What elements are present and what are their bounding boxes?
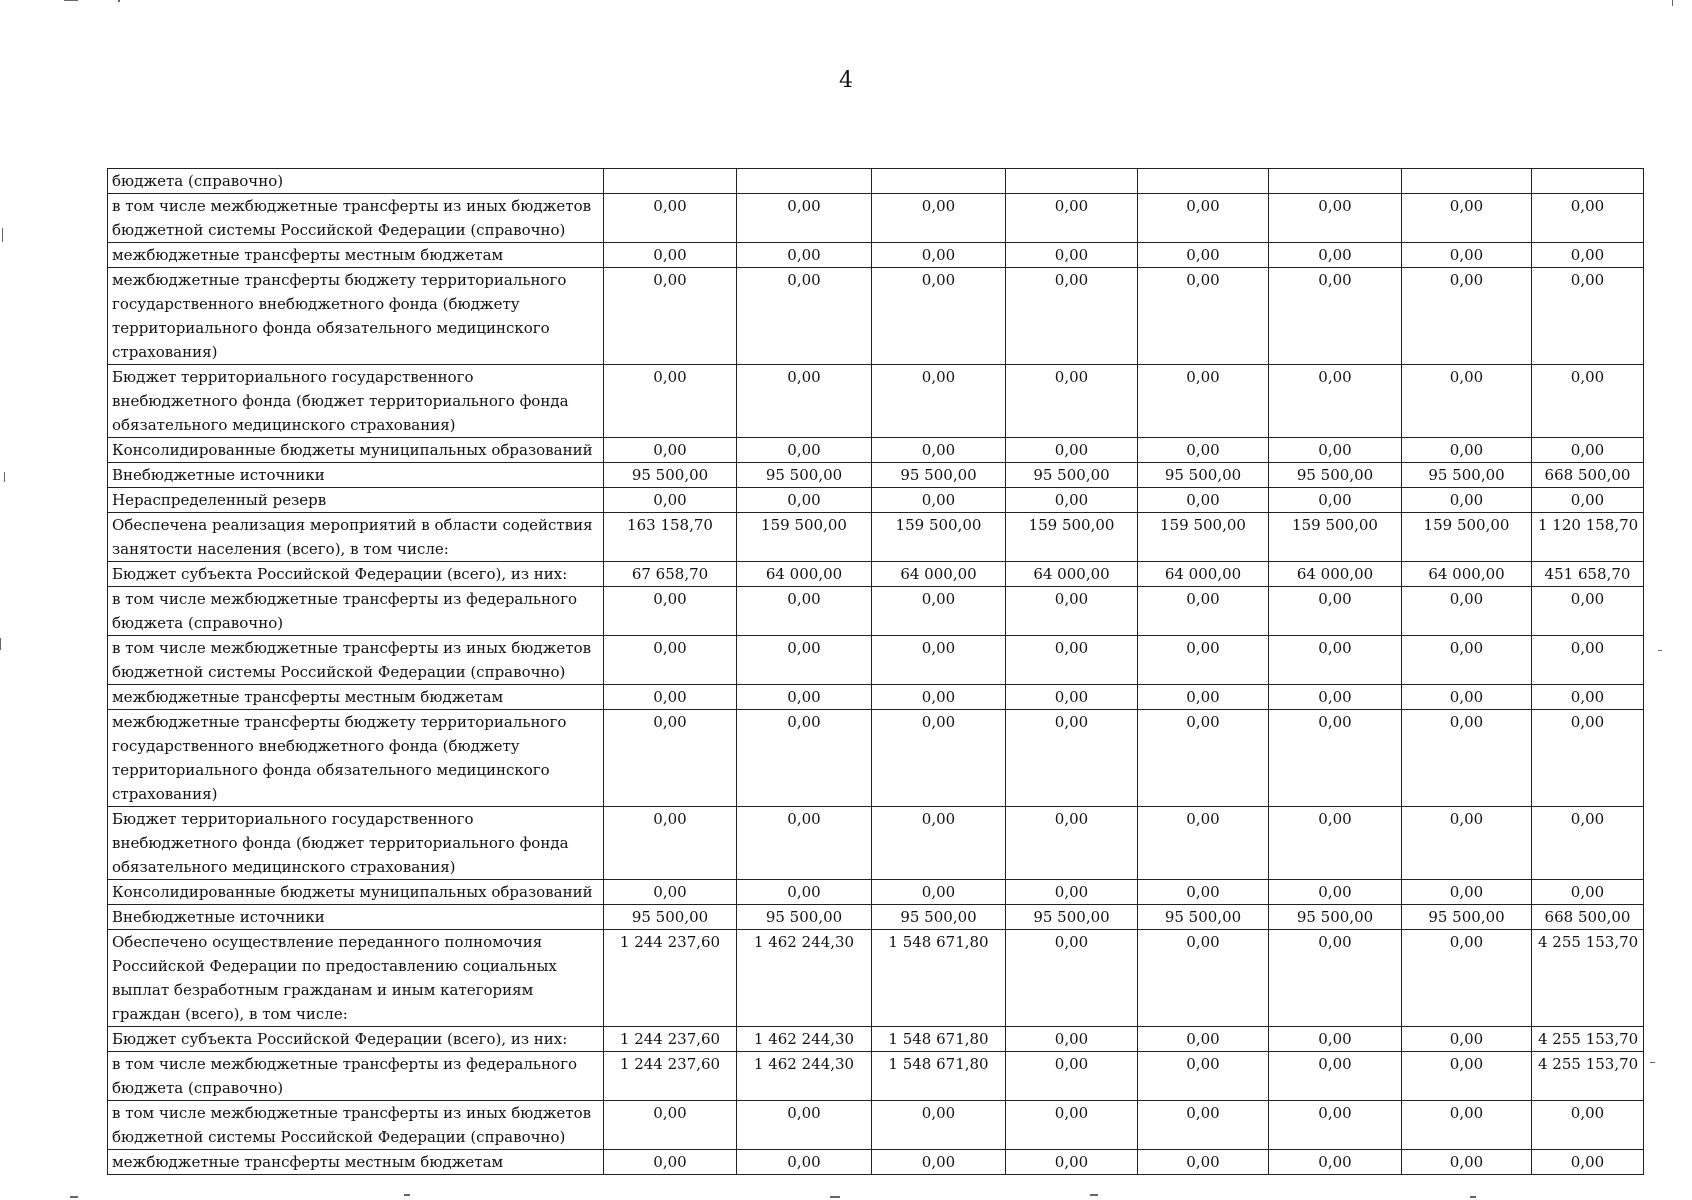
value-cell: 0,00: [1138, 587, 1269, 636]
value-cell: 0,00: [1269, 930, 1402, 1027]
value-cell: 0,00: [872, 807, 1006, 880]
value-cell: 0,00: [1138, 930, 1269, 1027]
row-total-cell: 0,00: [1532, 1150, 1644, 1175]
table-row: [108, 1052, 1644, 1101]
value-cell: 0,00: [1269, 1027, 1402, 1052]
value-cell: 0,00: [737, 710, 872, 807]
value-cell: 95 500,00: [737, 463, 872, 488]
scan-mark: [1650, 1062, 1655, 1063]
value-cell: 64 000,00: [737, 562, 872, 587]
value-cell: 1 462 244,30: [737, 1052, 872, 1101]
budget-table: [107, 168, 1644, 1175]
value-cell: 0,00: [1006, 587, 1138, 636]
value-cell: 64 000,00: [1402, 562, 1532, 587]
row-total-cell: 0,00: [1532, 488, 1644, 513]
value-cell: 0,00: [872, 1101, 1006, 1150]
table-row: [108, 194, 1644, 243]
value-cell: 0,00: [604, 710, 737, 807]
value-cell: 1 244 237,60: [604, 930, 737, 1027]
value-cell: 95 500,00: [1269, 463, 1402, 488]
table-row: [108, 438, 1644, 463]
value-cell: 0,00: [604, 488, 737, 513]
value-cell: 95 500,00: [737, 905, 872, 930]
value-cell: 64 000,00: [1269, 562, 1402, 587]
row-label: межбюджетные трансферты местным бюджетам: [108, 1150, 604, 1175]
value-cell: 0,00: [872, 438, 1006, 463]
value-cell: 0,00: [737, 587, 872, 636]
value-cell: 0,00: [1269, 243, 1402, 268]
row-total-cell: 668 500,00: [1532, 463, 1644, 488]
value-cell: 0,00: [1402, 365, 1532, 438]
row-total-cell: 0,00: [1532, 685, 1644, 710]
value-cell: 0,00: [1402, 880, 1532, 905]
value-cell: 1 244 237,60: [604, 1027, 737, 1052]
value-cell: 0,00: [1006, 243, 1138, 268]
row-label: в том числе межбюджетные трансферты из федерального бюджета (справочно): [108, 1052, 604, 1101]
row-total-cell: 0,00: [1532, 636, 1644, 685]
value-cell: 0,00: [1402, 268, 1532, 365]
value-cell: 0,00: [1269, 268, 1402, 365]
value-cell: 0,00: [1269, 685, 1402, 710]
value-cell: 0,00: [872, 710, 1006, 807]
scan-mark: [4, 472, 5, 482]
value-cell: 0,00: [1006, 807, 1138, 880]
value-cell: 0,00: [1402, 1027, 1532, 1052]
value-cell: 0,00: [1402, 194, 1532, 243]
table-row: [108, 268, 1644, 365]
value-cell: 0,00: [604, 1101, 737, 1150]
row-total-cell: 0,00: [1532, 243, 1644, 268]
row-label: Нераспределенный резерв: [108, 488, 604, 513]
value-cell: 0,00: [1269, 488, 1402, 513]
value-cell: 0,00: [1006, 438, 1138, 463]
value-cell: 0,00: [737, 1101, 872, 1150]
value-cell: 0,00: [1402, 1101, 1532, 1150]
value-cell: 0,00: [872, 636, 1006, 685]
row-total-cell: 4 255 153,70: [1532, 1052, 1644, 1101]
table-row: [108, 243, 1644, 268]
value-cell: 0,00: [1138, 685, 1269, 710]
row-label: межбюджетные трансферты местным бюджетам: [108, 243, 604, 268]
table-body: [108, 169, 1644, 1175]
row-total-cell: 0,00: [1532, 880, 1644, 905]
value-cell: 0,00: [1402, 636, 1532, 685]
row-total-cell: 0,00: [1532, 438, 1644, 463]
table-row: [108, 807, 1644, 880]
value-cell: 0,00: [872, 194, 1006, 243]
value-cell: 0,00: [1006, 1027, 1138, 1052]
table-row: [108, 365, 1644, 438]
value-cell: 0,00: [1402, 1150, 1532, 1175]
scan-mark: [0, 638, 1, 650]
row-total-cell: 0,00: [1532, 587, 1644, 636]
row-label: межбюджетные трансферты бюджету территориального государственного внебюджетного фонда (бюджету территориального фонда обязательного медицинского страхования): [108, 268, 604, 365]
value-cell: 0,00: [872, 488, 1006, 513]
row-total-cell: 0,00: [1532, 268, 1644, 365]
value-cell: [737, 169, 872, 194]
value-cell: 0,00: [1006, 268, 1138, 365]
row-label: Консолидированные бюджеты муниципальных образований: [108, 880, 604, 905]
value-cell: 0,00: [737, 194, 872, 243]
value-cell: 0,00: [1006, 194, 1138, 243]
row-label: в том числе межбюджетные трансферты из иных бюджетов бюджетной системы Российской Федерации (справочно): [108, 1101, 604, 1150]
value-cell: 0,00: [737, 685, 872, 710]
row-total-cell: 0,00: [1532, 710, 1644, 807]
value-cell: 1 462 244,30: [737, 930, 872, 1027]
value-cell: 0,00: [1269, 880, 1402, 905]
table-row: [108, 1027, 1644, 1052]
row-total-cell: 0,00: [1532, 194, 1644, 243]
value-cell: 95 500,00: [604, 905, 737, 930]
value-cell: 159 500,00: [872, 513, 1006, 562]
row-label: бюджета (справочно): [108, 169, 604, 194]
value-cell: 0,00: [737, 807, 872, 880]
value-cell: 1 548 671,80: [872, 1027, 1006, 1052]
value-cell: 0,00: [1138, 268, 1269, 365]
table-row: [108, 562, 1644, 587]
value-cell: 0,00: [1138, 880, 1269, 905]
value-cell: 0,00: [604, 685, 737, 710]
value-cell: 0,00: [604, 1150, 737, 1175]
value-cell: 163 158,70: [604, 513, 737, 562]
value-cell: 0,00: [1402, 930, 1532, 1027]
value-cell: 0,00: [1402, 488, 1532, 513]
value-cell: 0,00: [1269, 1150, 1402, 1175]
value-cell: 0,00: [737, 636, 872, 685]
value-cell: 64 000,00: [1138, 562, 1269, 587]
row-total-cell: 668 500,00: [1532, 905, 1644, 930]
value-cell: 0,00: [1006, 1150, 1138, 1175]
value-cell: 0,00: [1006, 880, 1138, 905]
value-cell: 0,00: [604, 807, 737, 880]
value-cell: 0,00: [872, 268, 1006, 365]
value-cell: 0,00: [737, 243, 872, 268]
value-cell: 0,00: [1138, 710, 1269, 807]
value-cell: 0,00: [1269, 1052, 1402, 1101]
value-cell: 0,00: [1138, 636, 1269, 685]
table-row: [108, 636, 1644, 685]
value-cell: 95 500,00: [604, 463, 737, 488]
value-cell: 0,00: [1138, 1052, 1269, 1101]
row-label: Внебюджетные источники: [108, 463, 604, 488]
value-cell: 0,00: [872, 587, 1006, 636]
row-label: Бюджет территориального государственного внебюджетного фонда (бюджет территориального фонда обязательного медицинского страхования): [108, 807, 604, 880]
value-cell: 0,00: [1402, 243, 1532, 268]
table-row: [108, 880, 1644, 905]
row-label: Обеспечена реализация мероприятий в области содействия занятости населения (всего), в том числе:: [108, 513, 604, 562]
value-cell: 95 500,00: [1402, 463, 1532, 488]
value-cell: 1 462 244,30: [737, 1027, 872, 1052]
value-cell: 0,00: [1138, 807, 1269, 880]
value-cell: 0,00: [1402, 438, 1532, 463]
value-cell: 159 500,00: [737, 513, 872, 562]
value-cell: 0,00: [1138, 194, 1269, 243]
scan-mark: [1470, 1196, 1476, 1198]
value-cell: 95 500,00: [1006, 905, 1138, 930]
value-cell: 95 500,00: [1402, 905, 1532, 930]
value-cell: 0,00: [1006, 488, 1138, 513]
scan-mark: [64, 0, 78, 1]
row-label: Бюджет субъекта Российской Федерации (всего), из них:: [108, 1027, 604, 1052]
value-cell: 0,00: [1269, 365, 1402, 438]
value-cell: 0,00: [1006, 365, 1138, 438]
value-cell: 0,00: [1402, 587, 1532, 636]
value-cell: 0,00: [1269, 1101, 1402, 1150]
value-cell: 1 548 671,80: [872, 1052, 1006, 1101]
row-total-cell: 451 658,70: [1532, 562, 1644, 587]
value-cell: 0,00: [737, 365, 872, 438]
table-row: [108, 513, 1644, 562]
table-row: [108, 685, 1644, 710]
value-cell: 0,00: [737, 488, 872, 513]
table-row: [108, 463, 1644, 488]
value-cell: 95 500,00: [1138, 463, 1269, 488]
value-cell: 64 000,00: [1006, 562, 1138, 587]
row-label: Внебюджетные источники: [108, 905, 604, 930]
value-cell: 0,00: [1138, 438, 1269, 463]
scan-mark: [1658, 650, 1662, 651]
value-cell: 159 500,00: [1138, 513, 1269, 562]
value-cell: 0,00: [737, 438, 872, 463]
value-cell: 0,00: [1269, 636, 1402, 685]
value-cell: 0,00: [604, 365, 737, 438]
row-label: межбюджетные трансферты местным бюджетам: [108, 685, 604, 710]
row-label: в том числе межбюджетные трансферты из иных бюджетов бюджетной системы Российской Федерации (справочно): [108, 194, 604, 243]
scan-mark: [70, 1196, 78, 1198]
value-cell: [1006, 169, 1138, 194]
value-cell: 95 500,00: [1269, 905, 1402, 930]
value-cell: 0,00: [737, 880, 872, 905]
value-cell: 0,00: [1138, 488, 1269, 513]
value-cell: [1402, 169, 1532, 194]
table-row: [108, 488, 1644, 513]
value-cell: 0,00: [604, 587, 737, 636]
value-cell: 0,00: [1138, 1027, 1269, 1052]
value-cell: 0,00: [737, 1150, 872, 1175]
value-cell: 0,00: [604, 438, 737, 463]
value-cell: 95 500,00: [1006, 463, 1138, 488]
value-cell: 0,00: [604, 194, 737, 243]
row-label: межбюджетные трансферты бюджету территориального государственного внебюджетного фонда (бюджету территориального фонда обязательного медицинского страхования): [108, 710, 604, 807]
value-cell: 0,00: [604, 268, 737, 365]
row-label: Консолидированные бюджеты муниципальных образований: [108, 438, 604, 463]
value-cell: 0,00: [604, 636, 737, 685]
scan-mark: [830, 1196, 840, 1198]
table-row: [108, 905, 1644, 930]
row-label: Обеспечено осуществление переданного полномочия Российской Федерации по предоставлению социальных выплат безработным гражданам и иным категориям граждан (всего), в том числе:: [108, 930, 604, 1027]
value-cell: 1 244 237,60: [604, 1052, 737, 1101]
value-cell: 0,00: [1138, 243, 1269, 268]
value-cell: 95 500,00: [872, 905, 1006, 930]
value-cell: [604, 169, 737, 194]
value-cell: 0,00: [872, 365, 1006, 438]
row-total-cell: 1 120 158,70: [1532, 513, 1644, 562]
value-cell: 0,00: [1269, 587, 1402, 636]
scan-mark: [404, 1194, 410, 1196]
value-cell: 0,00: [1269, 438, 1402, 463]
scan-mark: [118, 0, 120, 2]
row-total-cell: 0,00: [1532, 365, 1644, 438]
value-cell: 159 500,00: [1402, 513, 1532, 562]
page-number: 4: [839, 68, 853, 93]
value-cell: 0,00: [1269, 194, 1402, 243]
value-cell: 95 500,00: [872, 463, 1006, 488]
value-cell: 95 500,00: [1138, 905, 1269, 930]
value-cell: 159 500,00: [1006, 513, 1138, 562]
table-row: [108, 710, 1644, 807]
value-cell: [872, 169, 1006, 194]
value-cell: 0,00: [872, 1150, 1006, 1175]
scan-mark: [1672, 0, 1673, 6]
value-cell: 0,00: [604, 880, 737, 905]
value-cell: 0,00: [1402, 807, 1532, 880]
value-cell: [1138, 169, 1269, 194]
value-cell: 64 000,00: [872, 562, 1006, 587]
value-cell: 0,00: [1402, 685, 1532, 710]
row-total-cell: [1532, 169, 1644, 194]
value-cell: 0,00: [1269, 807, 1402, 880]
value-cell: 0,00: [1006, 930, 1138, 1027]
value-cell: 0,00: [872, 243, 1006, 268]
table-row: [108, 587, 1644, 636]
row-total-cell: 4 255 153,70: [1532, 930, 1644, 1027]
row-label: в том числе межбюджетные трансферты из иных бюджетов бюджетной системы Российской Федерации (справочно): [108, 636, 604, 685]
row-total-cell: 0,00: [1532, 1101, 1644, 1150]
value-cell: 0,00: [1269, 710, 1402, 807]
row-label: в том числе межбюджетные трансферты из федерального бюджета (справочно): [108, 587, 604, 636]
value-cell: [1269, 169, 1402, 194]
value-cell: 0,00: [1006, 1052, 1138, 1101]
value-cell: 0,00: [1006, 685, 1138, 710]
table-row: [108, 930, 1644, 1027]
row-label: Бюджет территориального государственного внебюджетного фонда (бюджет территориального фонда обязательного медицинского страхования): [108, 365, 604, 438]
value-cell: 0,00: [1006, 710, 1138, 807]
value-cell: 0,00: [1402, 1052, 1532, 1101]
row-label: Бюджет субъекта Российской Федерации (всего), из них:: [108, 562, 604, 587]
value-cell: 0,00: [1138, 1150, 1269, 1175]
table-row: [108, 1150, 1644, 1175]
table-row: [108, 169, 1644, 194]
value-cell: 0,00: [604, 243, 737, 268]
value-cell: 0,00: [737, 268, 872, 365]
value-cell: 0,00: [872, 685, 1006, 710]
value-cell: 0,00: [1006, 1101, 1138, 1150]
value-cell: 67 658,70: [604, 562, 737, 587]
table-row: [108, 1101, 1644, 1150]
row-total-cell: 0,00: [1532, 807, 1644, 880]
value-cell: 0,00: [1138, 1101, 1269, 1150]
row-total-cell: 4 255 153,70: [1532, 1027, 1644, 1052]
value-cell: 0,00: [1402, 710, 1532, 807]
value-cell: 0,00: [1138, 365, 1269, 438]
value-cell: 0,00: [872, 880, 1006, 905]
value-cell: 1 548 671,80: [872, 930, 1006, 1027]
value-cell: 0,00: [1006, 636, 1138, 685]
value-cell: 159 500,00: [1269, 513, 1402, 562]
scan-mark: [1090, 1194, 1098, 1196]
scan-mark: [2, 228, 3, 242]
